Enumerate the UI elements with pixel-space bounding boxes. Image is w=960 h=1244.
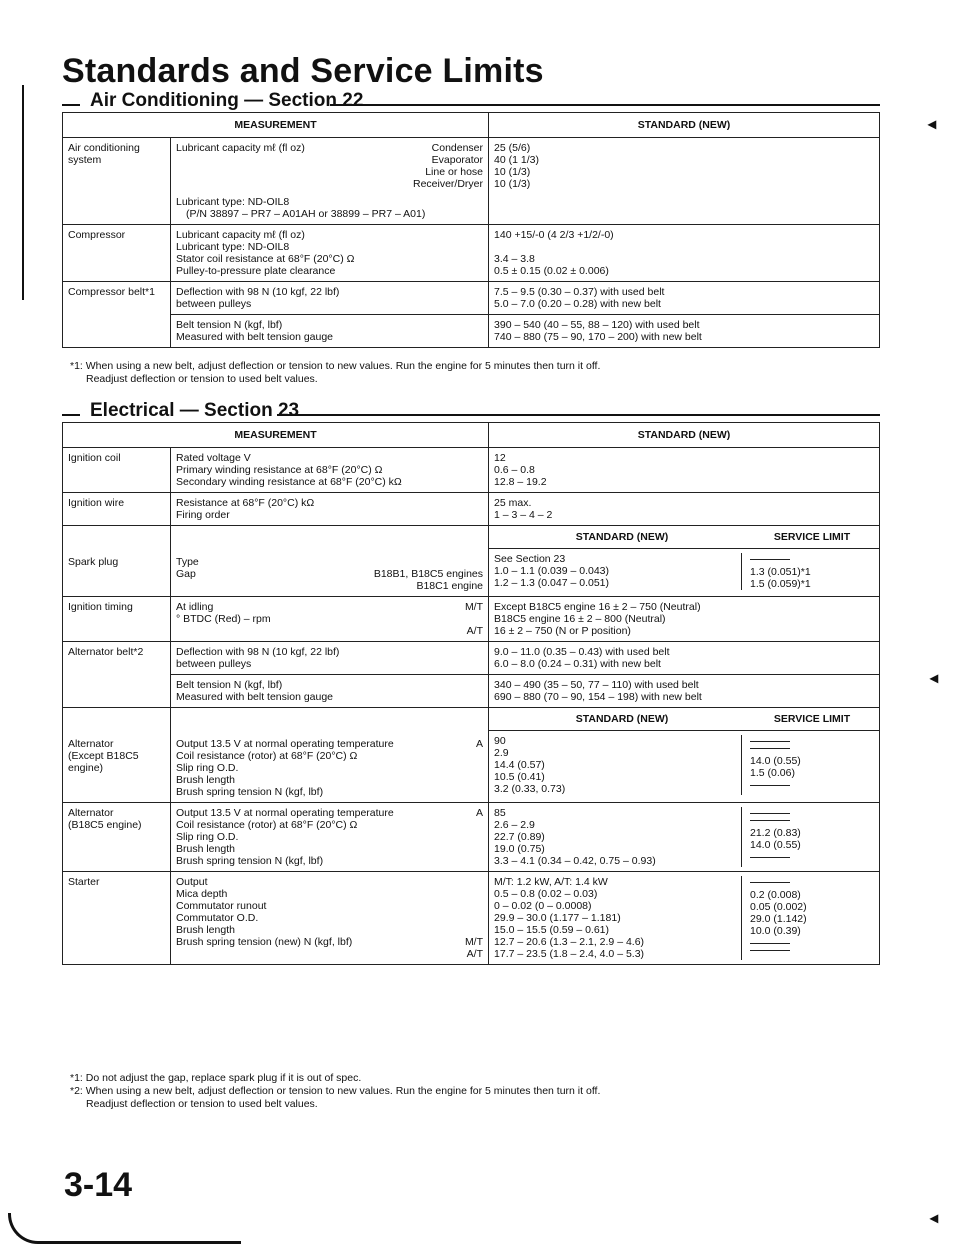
row-item: Compressor: [63, 225, 171, 282]
row-item: Starter: [63, 872, 171, 965]
table-row: Ignition coil Rated voltage V Primary winding resistance at 68°F (20°C) Ω Secondary winding resistance at 68°F (20°C) kΩ 12 0.6 – 0.8 12.8 – 19.2: [63, 448, 880, 493]
col-service-limit: SERVICE LIMIT: [773, 713, 851, 725]
footnote-electrical: *1: Do not adjust the gap, replace spark plug if it is out of spec. *2: When using a new belt, adjust deflection or tension to new values. Run the engine for 5 minutes then turn it off. Readjust deflection or tension to used belt values.: [70, 1072, 601, 1110]
row-measurement: Deflection with 98 N (10 kgf, 22 lbf) between pulleys: [171, 282, 489, 315]
ac-spec-table: [62, 112, 880, 348]
table-row: Alternator (B18C5 engine) Output 13.5 V at normal operating temperature A Coil resistance (rotor) at 68°F (20°C) Ω Slip ring O.D. Brush length Brush spring tension N (kgf, lbf) 85 2.6 – 2.9 22.7 (0.89) 19.0 (0.75) 3.3 – 4.1 (0.34 – 0.42, 0.75 – 0.93) 21.2 (0.83) 14.0 (0.55): [63, 803, 880, 872]
row-item: Ignition timing: [63, 597, 171, 642]
binder-line: [22, 85, 24, 300]
col-standard: STANDARD (NEW): [489, 423, 880, 448]
page-number: 3-14: [64, 1166, 133, 1204]
row-item: Alternator (B18C5 engine): [63, 803, 171, 872]
table-row: Ignition timing At idling M/T ° BTDC (Red) – rpm A/T Except B18C5 engine 16 ± 2 – 750 (Neutral) B18C5 engine 16 ± 2 – 800 (Neutral) 16 ± 2 – 750 (N or P position): [63, 597, 880, 642]
row-standard: 140 +15/-0 (4 2/3 +1/2/-0) 3.4 – 3.8 0.5 ± 0.15 (0.02 ± 0.006): [489, 225, 880, 282]
row-standard: 390 – 540 (40 – 55, 88 – 120) with used belt 740 – 880 (75 – 90, 170 – 200) with new belt: [489, 315, 880, 348]
page-corner-line: [8, 1213, 241, 1244]
table-row: Spark plug Type Gap B18B1, B18C5 engines B18C1 engine STANDARD (NEW) SERVICE LIMIT See Section 23 1.0 – 1.1 (0.039 – 0.043) 1.2 – 1.3 (0.047 – 0.051) 1.3 (0.051)*1 1.5 (0.059)*1: [63, 526, 880, 597]
section-name: Air Conditioning: [90, 90, 239, 111]
table-row: [63, 315, 880, 348]
section-number: — Section 22: [244, 90, 364, 111]
arrow-mark-icon: ◂: [928, 116, 937, 133]
col-standard: STANDARD (NEW): [575, 713, 669, 725]
row-item: Alternator (Except B18C5 engine): [63, 708, 171, 803]
table-row: Alternator belt*2 Deflection with 98 N (10 kgf, 22 lbf) between pulleys 9.0 – 11.0 (0.35 – 0.43) with used belt 6.0 – 8.0 (0.24 – 0.31) with new belt: [63, 642, 880, 675]
arrow-mark-icon: ◂: [930, 1210, 939, 1227]
row-standard: 25 (5/6) 40 (1 1/3) 10 (1/3) 10 (1/3): [489, 138, 880, 225]
table-row: Ignition wire Resistance at 68°F (20°C) kΩ Firing order 25 max. 1 – 3 – 4 – 2: [63, 493, 880, 526]
row-measurement: Lubricant capacity mℓ (fl oz) Condenser Evaporator Line or hose Receiver/Dryer Lubricant type: ND-OIL8 (P/N 38897 – PR7 – A01AH or 38899 – PR7 – A01): [171, 138, 489, 225]
section-number: — Section 23: [179, 400, 300, 421]
table-row: [63, 282, 880, 315]
row-item: Alternator belt*2: [63, 642, 171, 708]
row-item: Air conditioning system: [63, 138, 171, 225]
row-item: Compressor belt*1: [63, 282, 171, 348]
col-measurement: MEASUREMENT: [63, 113, 489, 138]
table-row: Belt tension N (kgf, lbf) Measured with belt tension gauge 340 – 490 (35 – 50, 77 – 110) with used belt 690 – 880 (70 – 90, 154 – 198) with new belt: [63, 675, 880, 708]
table-row: Starter Output Mica depth Commutator runout Commutator O.D. Brush length Brush spring tension (new) N (kgf, lbf) M/T A/T M/T: 1.2 kW, A/T: 1.4 kW 0.5 – 0.8 (0.02 – 0.03) 0 – 0.02 (0 – 0.0008) 29.9 – 30.0 (1.177 – 1.181) 15.0 – 15.5 (0.59 – 0.61) 12.7 – 20.6 (1.3 – 2.1, 2.9 – 4.6) 17.7 – 23.5 (1.8 – 2.4, 4.0 – 5.3) 0.2 (0.008) 0.05 (0.002) 29.0 (1.142) 10.0 (0.39): [63, 872, 880, 965]
arrow-mark-icon: ◂: [930, 670, 939, 687]
col-standard: STANDARD (NEW): [575, 531, 669, 543]
row-item: Spark plug: [63, 526, 171, 597]
col-measurement: MEASUREMENT: [63, 423, 489, 448]
footnote-ac: *1: When using a new belt, adjust deflection or tension to new values. Run the engine for 5 minutes then turn it off. Readjust deflection or tension to used belt values.: [70, 360, 601, 385]
row-standard: 7.5 – 9.5 (0.30 – 0.37) with used belt 5.0 – 7.0 (0.20 – 0.28) with new belt: [489, 282, 880, 315]
page-title: Standards and Service Limits: [62, 52, 544, 90]
electrical-spec-table: [62, 422, 880, 965]
section-name: Electrical: [90, 400, 175, 421]
row-measurement: Belt tension N (kgf, lbf) Measured with belt tension gauge: [171, 315, 489, 348]
table-row: [63, 225, 880, 282]
col-standard: STANDARD (NEW): [489, 113, 880, 138]
row-measurement: Lubricant capacity mℓ (fl oz) Lubricant type: ND-OIL8 Stator coil resistance at 68°F (20°C) Ω Pulley-to-pressure plate clearance: [171, 225, 489, 282]
row-item: Ignition coil: [63, 448, 171, 493]
col-service-limit: SERVICE LIMIT: [773, 531, 851, 543]
table-row: [63, 138, 880, 225]
row-item: Ignition wire: [63, 493, 171, 526]
table-row: Alternator (Except B18C5 engine) Output 13.5 V at normal operating temperature A Coil resistance (rotor) at 68°F (20°C) Ω Slip ring O.D. Brush length Brush spring tension N (kgf, lbf) STANDARD (NEW) SERVICE LIMIT 90 2.9 14.4 (0.57) 10.5 (0.41) 3.2 (0.33, 0.73) 14.0 (0.55) 1.5 (0.06): [63, 708, 880, 803]
